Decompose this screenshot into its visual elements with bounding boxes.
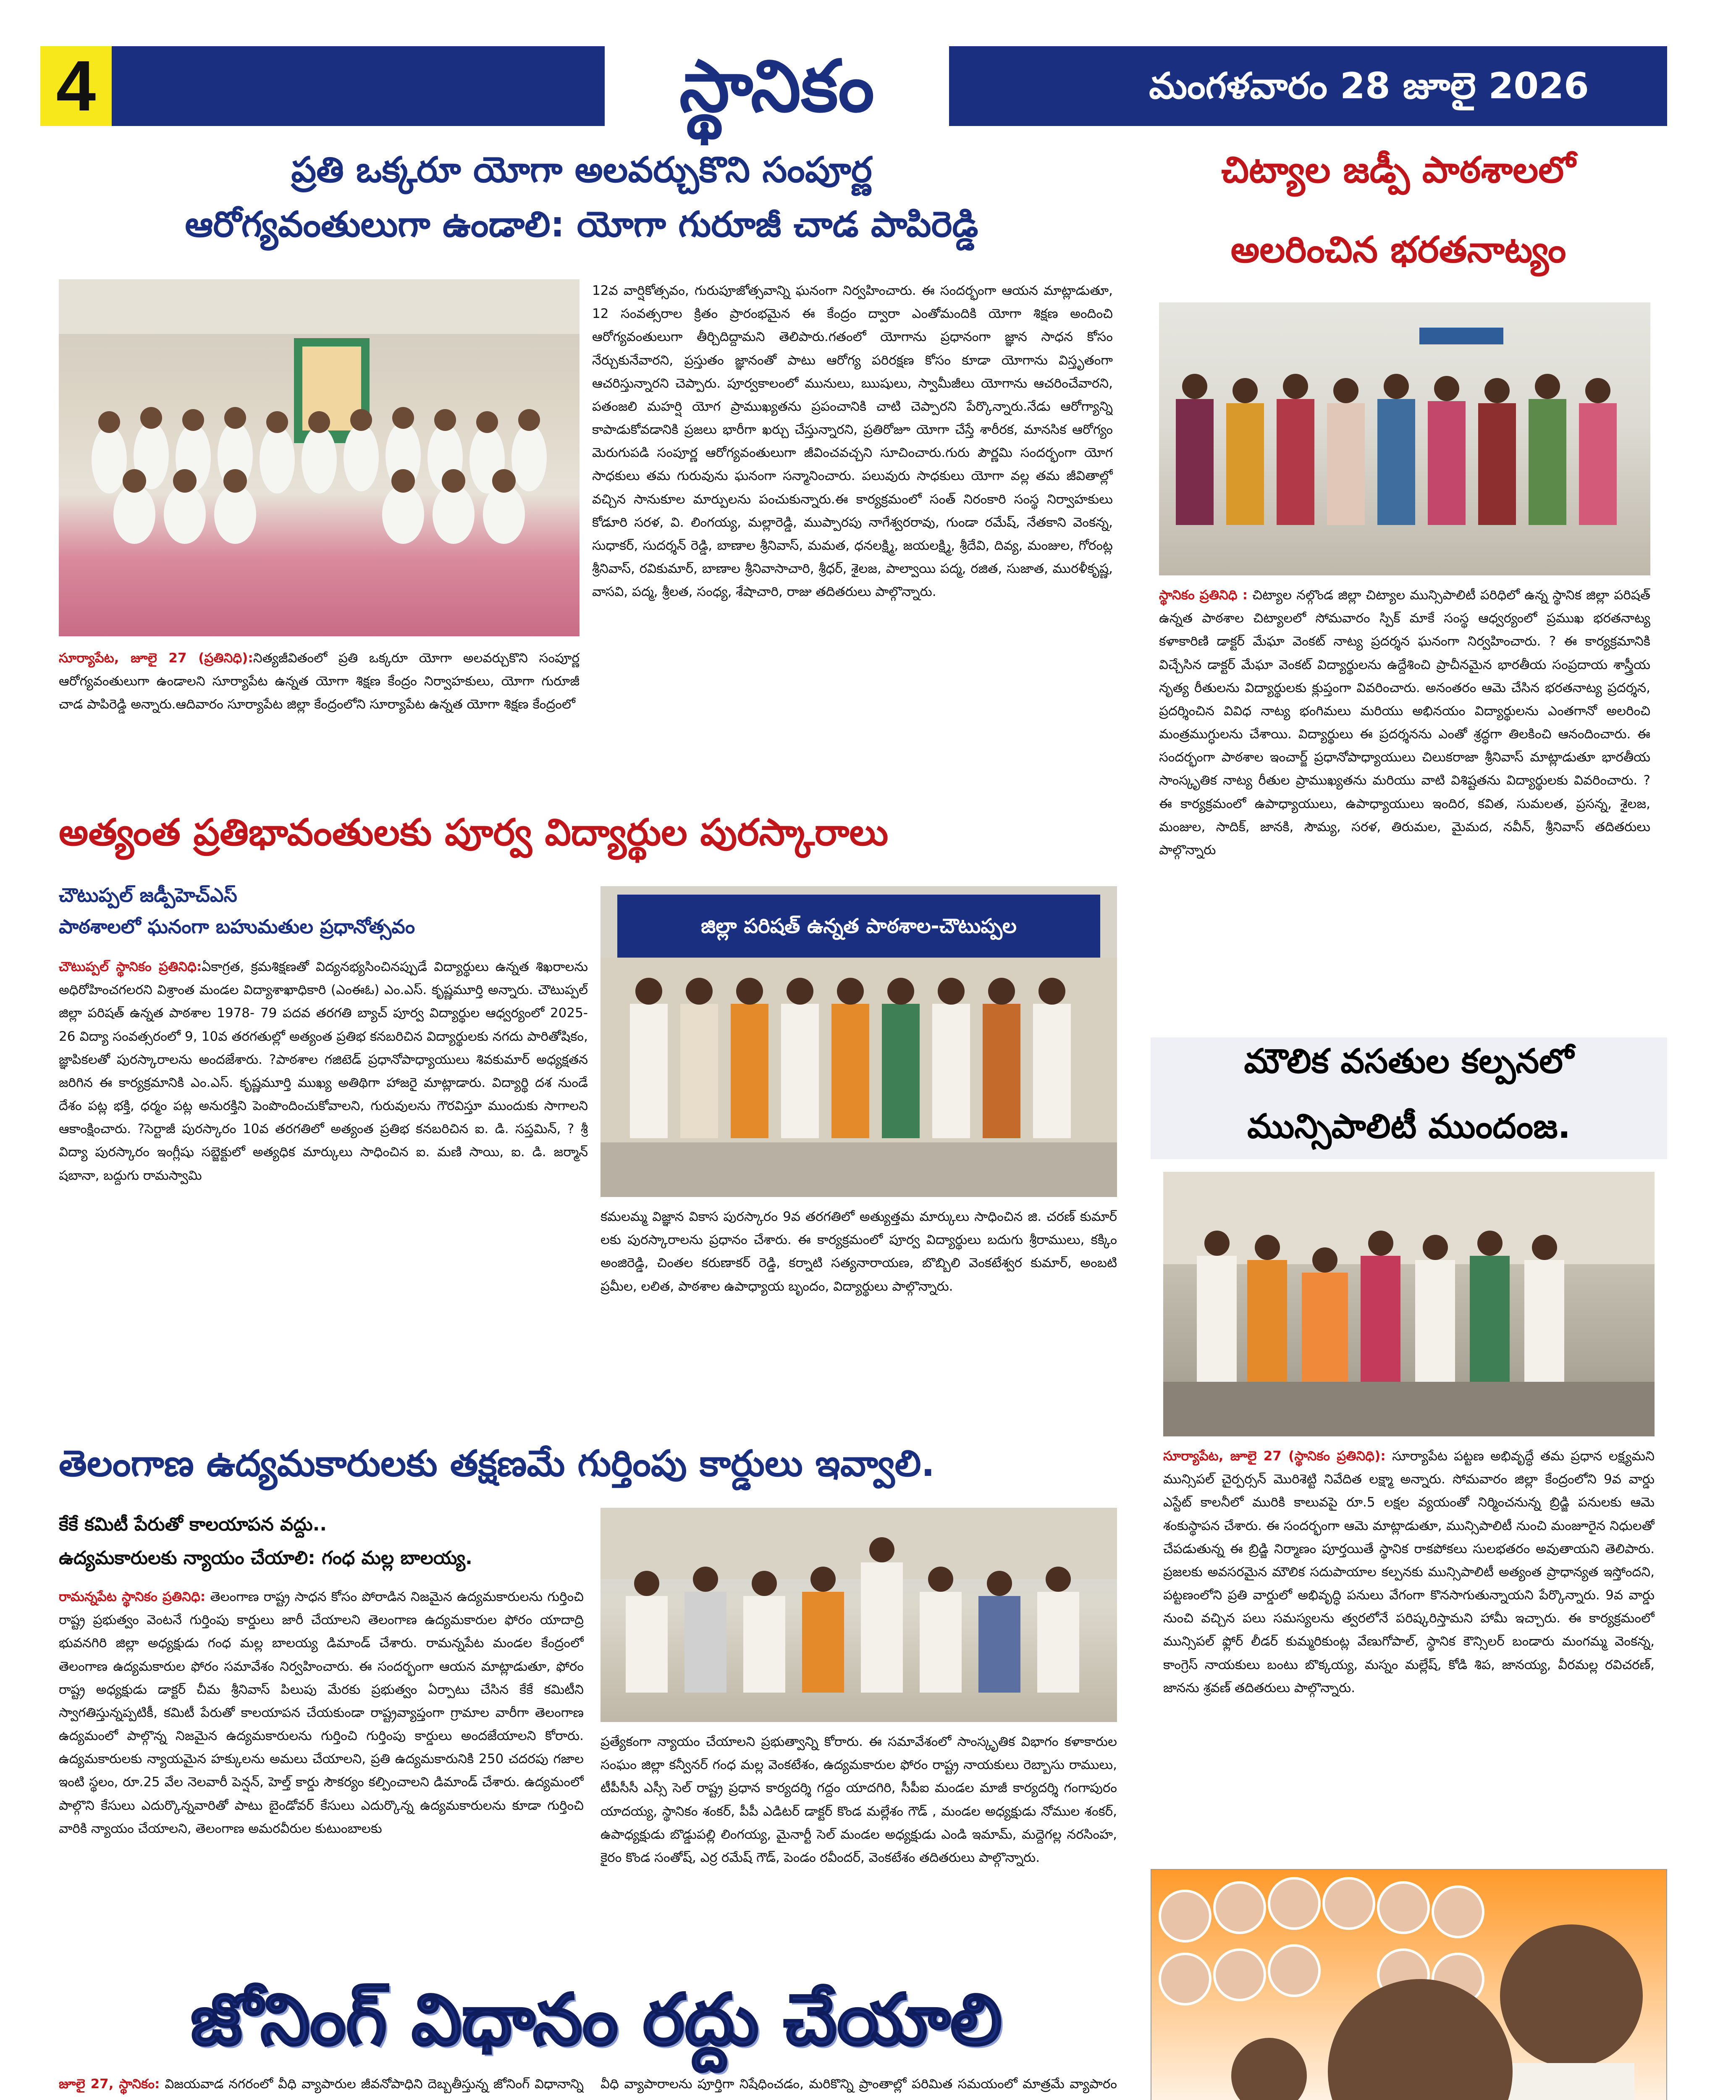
alumni-subhead-2: పాఠశాలలో ఘనంగా బహుమతుల ప్రధానోత్సవం [59, 915, 415, 938]
yoga-body-left [59, 647, 580, 823]
telangana-body-left-text: తెలంగాణ రాష్ట్ర సాధన కోసం పోరాడిన నిజమైన ఉద్యమకారులను గుర్తించి రాష్ట్ర ప్రభుత్వం వెంటనే గుర్తింపు కార్డులు జారీ చేయాలని తెలంగాణ ఉద్యమకారుల ఫోరం యాదాద్రి భువనగిరి జిల్లా అధ్యక్షుడు గంధ మల్ల బాలయ్య డిమాండ్ చేశారు. రామన్నపేట మండల కేంద్రంలో తెలంగాణ ఉద్యమకారుల ఫోరం సమావేశం నిర్వహించారు. ఈ సందర్భంగా ఆయన మాట్లాడుతూ, ఫోరం రాష్ట్ర అధ్యక్షుడు డాక్టర్ చీమ శ్రీనివాస్ పిలుపు మేరకు ప్రభుత్వం ఏర్పాటు చేసిన కేకే కమిటీని స్వాగతిస్తున్నప్పటికీ, కమిటీ పేరుతో కాలయాపన చేయకుండా రాష్ట్రవ్యాప్తంగా గ్రామాల వారీగా తెలంగాణ ఉద్యమంలో పాల్గొన్న నిజమైన ఉద్యమకారులను గుర్తించి గుర్తింపు కార్డులు అందజేయాలని కోరారు. ఉద్యమకారులకు న్యాయమైన హక్కులను అమలు చేయాలని, ప్రతి ఉద్యమకారునికి 250 చదరపు గజాల ఇంటి స్థలం, రూ.25 వేల నెలవారీ పెన్షన్, హెల్త్ కార్డు సౌకర్యం కల్పించాలని డిమాండ్ చేశారు. ఉద్యమంలో పాల్గొని కేసులు ఎదుర్కొన్నవారితో పాటు బైండోవర్ కేసులు ఎదుర్కొన్న ఉద్యమకారులను కూడా గుర్తించి వారికి న్యాయం చేయాలని, తెలంగాణ అమరవీరుల కుటుంబాలకు [59, 1589, 584, 1836]
chityala-dateline: స్థానికం ప్రతినిధి : [1159, 588, 1248, 603]
chityala-headline-1: చిట్యాల జడ్పీ పాఠశాలలో [1221, 149, 1576, 191]
municipal-dateline: సూర్యాపేట, జూలై 27 (స్థానికం ప్రతినిధి): [1163, 1449, 1386, 1464]
chityala-headline-2: అలరించిన భరతనాట్యం [1230, 229, 1566, 271]
alumni-banner: జిల్లా పరిషత్ ఉన్నత పాఠశాల-చౌటుప్పల [617, 895, 1100, 958]
zoning-headline: జోనింగ్ విధానం రద్దు చేయాలి [190, 1979, 1002, 2061]
telangana-body-right: ప్రత్యేకంగా న్యాయం చేయాలని ప్రభుత్వాన్ని కోరారు. ఈ సమావేశంలో సాంస్కృతిక విభాగం కళాకారుల సంఘం జిల్లా కన్వీనర్ గంధ మల్ల వెంకటేశం, ఉద్యమకారుల ఫోరం రాష్ట్ర నాయకులు రెబ్బాసు రాములు, టీపీసీసీ ఎస్సీ సెల్ రాష్ట్ర ప్రధాన కార్యదర్శి గద్దం యాదగిరి, సీపీఐ మండల మాజీ కార్యదర్శి గంగాపురం యాదయ్య, స్థానికం శంకర్, పీపీ ఎడిటర్ డాక్టర్ కొండ మల్లేశం గౌడ్ , మండల అధ్యక్షుడు నోముల శంకర్, ఉపాధ్యక్షుడు బొడ్డుపల్లి లింగయ్య, మైనార్టీ సెల్ మండల అధ్యక్షుడు ఎండి ఇమామ్, మద్దెగల్ల నరసింహ, కైరం కొండ సంతోష్, ఎర్ర రమేష్ గౌడ్, పెండం రవీందర్, వెంకటేశం తదితరులు పాల్గొన్నారు. [601, 1734, 1117, 1865]
municipal-body [1163, 1445, 1655, 1831]
yoga-group-photo [59, 279, 580, 636]
yoga-headline-2: ఆరోగ్యవంతులుగా ఉండాలి: యోగా గురూజీ చాడ పాపిరెడ్డి [185, 204, 978, 245]
alumni-body-right: కమలమ్మ విజ్ఞాన వికాస పురస్కారం 9వ తరగతిలో అత్యుత్తమ మార్కులు సాధించిన జి. చరణ్ కుమార్ లకు పురస్కారాలను ప్రధానం చేశారు. ఈ కార్యక్రమంలో పూర్వ విద్యార్థులు బదుగు శ్రీరాములు, కక్కిం అంజిరెడ్డి, చింతల కరుణాకర్ రెడ్డి, కర్నాటి సత్యనారాయణ, బొబ్బిలి వెంకటేశ్వర కుమార్, అంబటి ప్రమీల, లలిత, పాఠశాల ఉపాధ్యాయ బృందం, విద్యార్థులు పాల్గొన్నారు. [601, 1209, 1117, 1294]
chityala-body-text: చిట్యాల నల్గొండ జిల్లా చిట్యాల మున్సిపాలిటీ పరిధిలో ఉన్న స్థానిక జిల్లా పరిషత్ ఉన్నత పాఠశాల చిట్యాలలో సోమవారం స్పిక్ మాకే సంస్థ ఆధ్వర్యంలో ప్రముఖ భరతనాట్య కళాకారిణి డాక్టర్ మేఘా వెంకట్ నాట్య ప్రదర్శన ఘనంగా నిర్వహించారు. ? ఈ కార్యక్రమానికి విచ్చేసిన డాక్టర్ మేఘా వెంకట్ విద్యార్థులను ఉద్దేశించి ప్రాచీనమైన భారతీయ సంప్రదాయ శాస్త్రీయ నృత్య రీతులను విద్యార్థులకు క్లుప్తంగా వివరించారు. అనంతరం ఆమె చేసిన భరతనాట్య ప్రదర్శన, ప్రదర్శించిన వివిధ నాట్య భంగిమలు మరియు అభినయం విద్యార్థులను ఎంతగానో అలరించి మంత్రముగ్ధులను చేశాయి. విద్యార్థులు ఈ ప్రదర్శనను ఎంతో శ్రద్ధగా తిలకించి ఆనందించారు. ఈ సందర్భంగా పాఠశాల ఇంచార్జ్ ప్రధానోపాధ్యాయులు చిలుకరాజా శ్రీనివాస్ మాట్లాడుతూ భారతీయ సాంస్కృతిక నాట్య రీతుల ప్రాముఖ్యతను మరియు వాటి విశిష్టతను విద్యార్థులకు వివరించారు. ? ఈ కార్యక్రమంలో ఉపాధ్యాయులు, ఉపాధ్యాయులు ఇందిర, కవిత, సుమలత, ప్రసన్న, శైలజ, మంజుల, సాదిక్, జానకి, సౌమ్య, సరళ, తిరుమల, మైమద, నవీన్, శ్రీనివాస్ తదితరులు పాల్గొన్నారు [1159, 588, 1650, 858]
municipal-headline-1: మౌలిక వసతుల కల్పనలో [1244, 1042, 1574, 1081]
yoga-body-right: 12వ వార్షికోత్సవం, గురుపూజోత్సవాన్ని ఘనంగా నిర్వహించారు. ఈ సందర్భంగా ఆయన మాట్లాడుతూ, 12 సంవత్సరాల క్రితం ప్రారంభమైన ఈ కేంద్రం ద్వారా ఎంతోమందికి యోగా శిక్షణ అందించి ఆరోగ్యవంతులుగా తీర్చిదిద్దామని తెలిపారు.గతంలో యోగాను ప్రధానంగా జ్ఞాన సాధన కోసం నేర్చుకునేవారని, ప్రస్తుతం జ్ఞానంతో పాటు ఆరోగ్య పరిరక్షణ కోసం కూడా యోగాను విస్తృతంగా ఆచరిస్తున్నారని చెప్పారు. పూర్వకాలంలో మునులు, ఋషులు, స్వామీజీలు యోగాను ఆచరించేవారని, పతంజలి మహర్షి యోగ ప్రాముఖ్యతను ప్రపంచానికి చాటి చెప్పారని పేర్కొన్నారు.నేడు ఆరోగ్యాన్ని కాపాడుకోవడానికి ప్రజలు భారీగా ఖర్చు చేస్తున్నారని, ప్రతిరోజూ యోగా చేస్తే శారీరక, మానసిక ఆరోగ్యం మెరుగుపడి సంపూర్ణ ఆరోగ్యవంతులుగా జీవించవచ్చని సూచించారు.గురు పౌర్ణమి సందర్భంగా యోగ సాధకులు తమ గురువును ఘనంగా సన్మానించారు. పలువురు సాధకులు యోగా వల్ల తమ జీవితాల్లో వచ్చిన సానుకూల మార్పులను పంచుకున్నారు.ఈ కార్యక్రమంలో సంత్ నిరంకారి సంస్థ నిర్వాహకులు కోడూరి సరళ, వి. లింగయ్య, మల్లారెడ్డి, ముప్పారపు నాగేశ్వరరావు, గుండా రమేష్, నేతకాని వెంకన్న, సుధాకర్, సుదర్శన్ రెడ్డి, బాణాల శ్రీనివాస్, మమత, ధనలక్ష్మి, జయలక్ష్మి, శ్రీదేవి, దివ్య, మంజుల, గోరంట్ల శ్రీనివాస్, రవికుమార్, బాణాల శ్రీనివాసాచారి, శ్రీధర్, శైలజ, పాల్వాయి పద్మ, రజిత, సుజాత, మురళీకృష్ణ, వాసవి, పద్మ, శ్రీలత, సంధ్య, శేషాచారి, రాజు తదితరులు పాల్గొన్నారు. [592, 283, 1113, 600]
telangana-body-left [59, 1586, 584, 1976]
yoga-headline-1: ప్రతి ఒక్కరూ యోగా అలవర్చుకొని సంపూర్ణ [291, 149, 872, 190]
alumni-headline: అత్యంత ప్రతిభావంతులకు పూర్వ విద్యార్థుల పురస్కారాలు [59, 811, 889, 854]
alumni-body-left-text: ఏకాగ్రత, క్రమశిక్షణతో విద్యనభ్యసించినప్పుడే విద్యార్థులు ఉన్నత శిఖరాలను అధిరోహించగలరని విశ్రాంత మండల విద్యాశాఖాధికారి (ఎంఈఓ) ఎం.ఎస్. కృష్ణమూర్తి అన్నారు. చౌటుప్పల్ జిల్లా పరిషత్ ఉన్నత పాఠశాల 1978- 79 పదవ తరగతి బ్యాచ్ పూర్వ విద్యార్థుల ఆధ్వర్యంలో 2025- 26 విద్యా సంవత్సరంలో 9, 10వ తరగతుల్లో అత్యంత ప్రతిభ కనబరిచిన విద్యార్థులకు నగదు పారితోషికం, జ్ఞాపికలతో పురస్కారాలను అందజేశారు. ?పాఠశాల గజిటెడ్ ప్రధానోపాధ్యాయులు శివకుమార్ అధ్యక్షతన జరిగిన ఈ కార్యక్రమానికి ఎం.ఎస్. కృష్ణమూర్తి ముఖ్య అతిథిగా హాజరై మాట్లాడారు. విద్యార్థి దశ నుండే దేశం పట్ల భక్తి, ధర్మం పట్ల అనురక్తిని పెంపొందించుకోవాలని, గురువులను గౌరవిస్తూ ముందుకు సాగాలని ఆకాంక్షించారు. ?సెర్టాజీ పురస్కారం 10వ తరగతిలో అత్యంత ప్రతిభ కనబరిచిన ఐ. డి. సప్తమిన్, ? శ్రీ విద్యా పురస్కారం ఇంగ్లీషు సబ్జెక్టులో అత్యధిక మార్కులు సాధించిన ఐ. మణి సాయి, ఐ. డి. జర్మాన్ షబానా, బద్దుగు రామస్వామి [59, 959, 588, 1183]
telangana-headline: తెలంగాణ ఉద్యమకారులకు తక్షణమే గుర్తింపు కార్డులు ఇవ్వాలి. [59, 1443, 935, 1485]
yoga-body-left-text: నిత్యజీవితంలో ప్రతి ఒక్కరూ యోగా అలవర్చుకొని సంపూర్ణ ఆరోగ్యవంతులుగా ఉండాలని సూర్యాపేట ఉన్నత యోగా శిక్షణ కేంద్రం నిర్వాహకులు, యోగా గురూజీ చాడ పాపిరెడ్డి అన్నారు.ఆదివారం సూర్యాపేట జిల్లా కేంద్రంలోని సూర్యాపేట ఉన్నత యోగా శిక్షణ కేంద్రంలో [59, 651, 580, 712]
zoning-dateline: జూలై 27, స్థానికం: [59, 2076, 160, 2092]
chityala-body [1159, 584, 1650, 1037]
municipal-headline-2: మున్సిపాలిటీ ముందంజ. [1247, 1107, 1571, 1146]
masthead-logo: స్థానికం [605, 42, 949, 130]
zoning-body-right: వీధి వ్యాపారాలను పూర్తిగా నిషేధించడం, మరికొన్ని ప్రాంతాల్లో పరిమిత సమయంలో మాత్రమే వ్యాపారం [601, 2076, 1117, 2092]
header-bar-left [112, 46, 605, 126]
zoning-body-left-text: విజయవాడ నగరంలో వీధి వ్యాపారుల జీవనోపాధిని దెబ్బతీస్తున్న జోనింగ్ విధానాన్ని [165, 2076, 584, 2092]
birthday-ad [1151, 1869, 1667, 2100]
telangana-dateline: రామన్నపేట స్థానికం ప్రతినిధి: [59, 1589, 206, 1604]
telangana-subhead-2: ఉద్యమకారులకు న్యాయం చేయాలి: గంధ మల్ల బాలయ్య. [59, 1547, 472, 1569]
alumni-photo [601, 886, 1117, 1197]
alumni-subhead-1: చౌటుప్పల్ జడ్పీహెచ్ఎస్ [59, 884, 237, 906]
telangana-photo [601, 1508, 1117, 1722]
telangana-subhead-1: కేకే కమిటీ పేరుతో కాలయాపన వద్దు.. [59, 1514, 327, 1535]
alumni-body-left [59, 956, 588, 1430]
page-number: 4 [40, 46, 112, 126]
issue-date: మంగళవారం 28 జూలై 2026 [1149, 65, 1589, 107]
yoga-dateline: సూర్యాపేట, జూలై 27 (ప్రతినిధి): [59, 651, 253, 666]
zoning-body-left [59, 2073, 584, 2100]
municipal-photo [1163, 1172, 1655, 1436]
chityala-photo [1159, 302, 1650, 575]
municipal-body-text: సూర్యాపేట పట్టణ అభివృద్ధే తమ ప్రధాన లక్ష్యమని మున్సిపల్ చైర్పర్సన్ మొరిశెట్టి నివేదిత లక్ష్మా అన్నారు. సోమవారం జిల్లా కేంద్రంలోని 9వ వార్డు ఎస్టేట్ కాలనీలో మురికి కాలువపై రూ.5 లక్షల వ్యయంతో నిర్మించనున్న బ్రిడ్జి పనులకు ఆమె శంకుస్థాపన చేశారు. ఈ సందర్భంగా ఆమె మాట్లాడుతూ, మున్సిపాలిటీ నుంచి మంజూరైన నిధులతో చేపడుతున్న ఈ బ్రిడ్జి నిర్మాణం పూర్తయితే స్థానిక రాకపోకలు సులభతరం అవుతాయని తెలిపారు. ప్రజలకు అవసరమైన మౌలిక సదుపాయాల కల్పనకు మున్సిపాలిటీ అత్యంత ప్రాధాన్యత ఇస్తోందని, పట్టణంలోని ప్రతి వార్డులో అభివృద్ధి పనులు వేగంగా కొనసాగుతున్నాయని పేర్కొన్నారు. 9వ వార్డు నుంచి వచ్చిన పలు సమస్యలను త్వరలోనే పరిష్కరిస్తామని హామీ ఇచ్చారు. ఈ కార్యక్రమంలో మున్సిపల్ ఫ్లోర్ లీడర్ కుమ్మరికుంట్ల వేణుగోపాల్, స్థానిక కౌన్సిలర్ బండారు మంగమ్మ వెంకన్న, కాంగ్రెస్ నాయకులు బంటు బొక్కయ్య, మస్నం మల్లేష్, కోడి శిప, జానయ్య, వీరమల్ల రవిచరణ్, జానను శ్రవణ్ తదితరులు పాల్గొన్నారు. [1163, 1449, 1655, 1696]
alumni-dateline: చౌటుప్పల్ స్థానికం ప్రతినిధి: [59, 959, 202, 974]
